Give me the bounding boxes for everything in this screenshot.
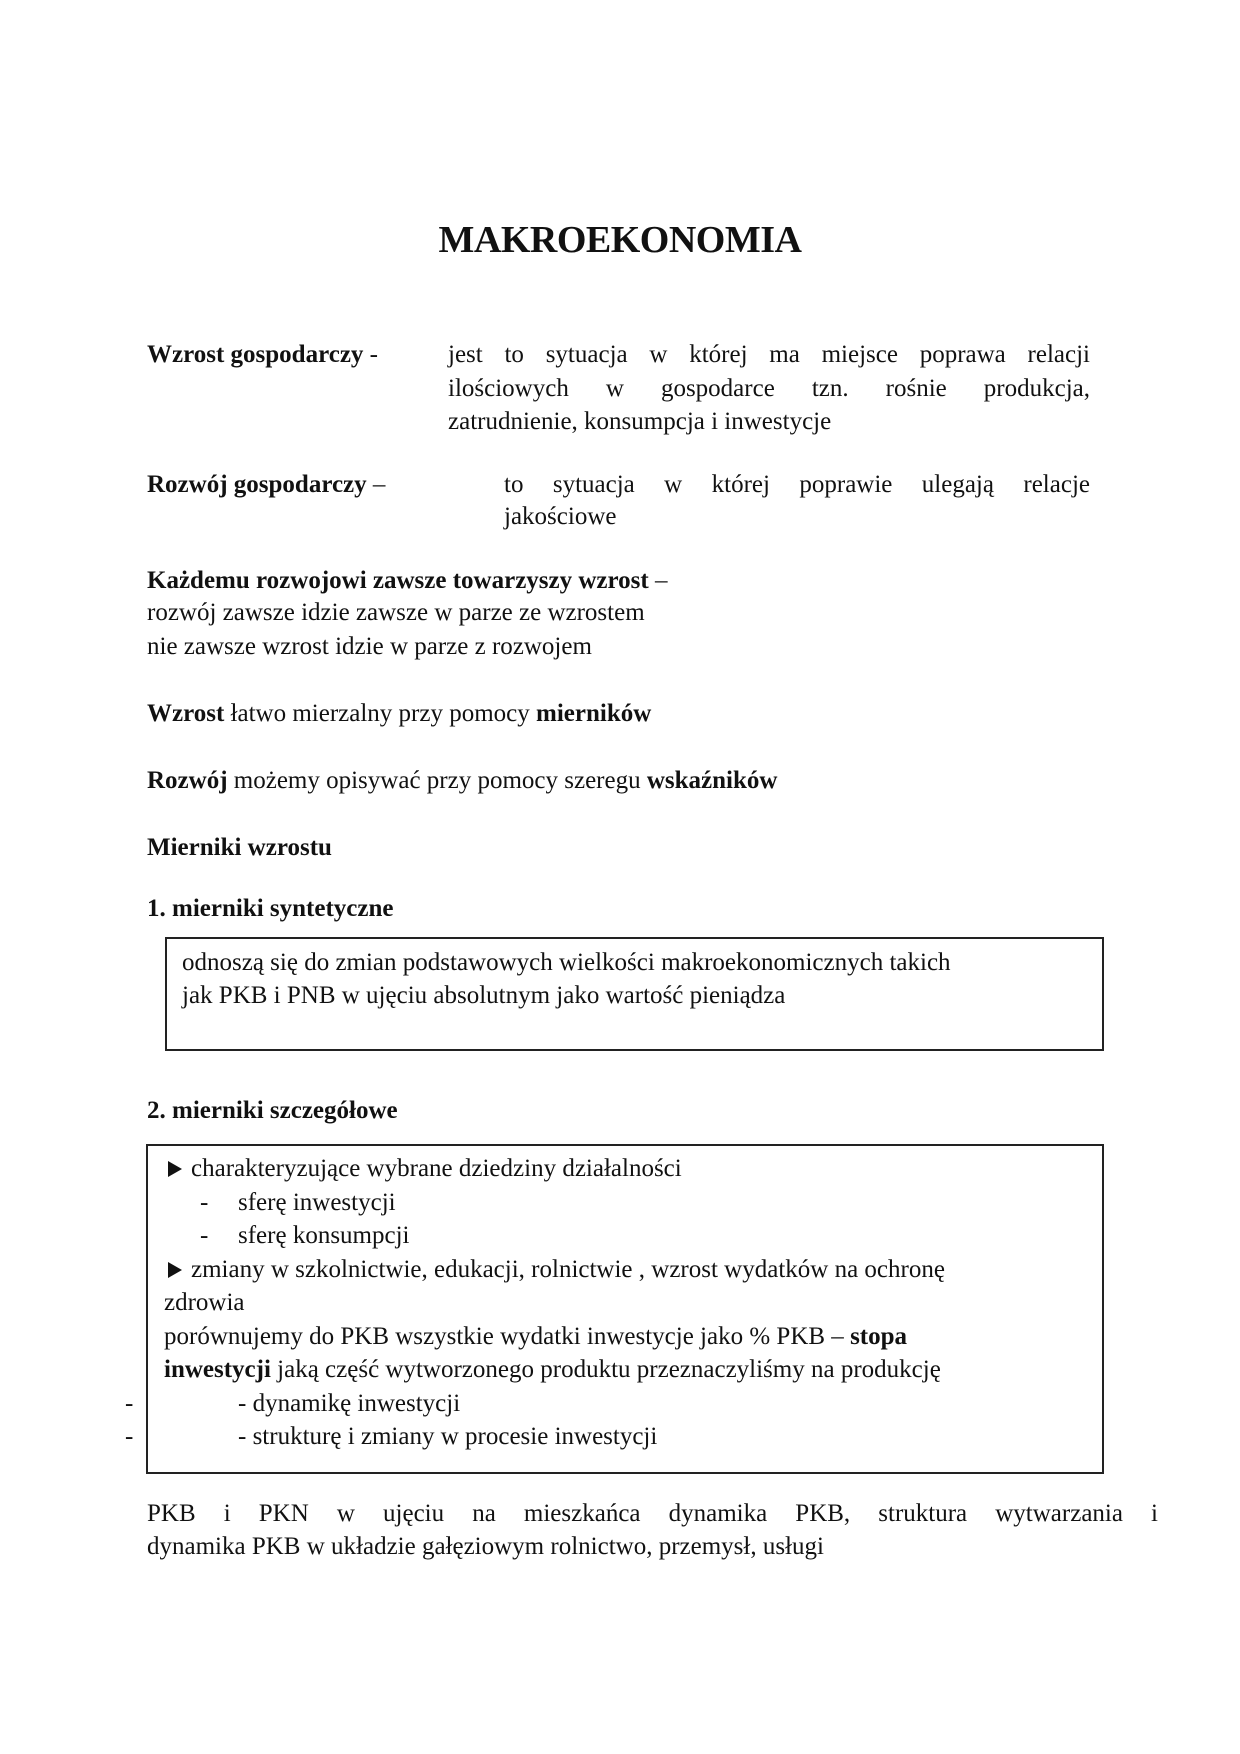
wzrost-def-line: ilościowych w gospodarce tzn. rośnie produkcja,: [448, 375, 1090, 402]
section2-sub-item: - sferę konsumpcji: [200, 1222, 410, 1249]
page-title: MAKROEKONOMIA: [438, 219, 802, 261]
section2-sub-item: - sferę inwestycji: [200, 1189, 396, 1216]
kazdemu-line: rozwój zawsze idzie zawsze w parze ze wzrostem: [147, 599, 645, 626]
triangle-bullet-icon: [168, 1262, 182, 1278]
section2-line: porównujemy do PKB wszystkie wydatki inwestycje jako % PKB – stopa: [164, 1323, 908, 1350]
rozwoj-def-line: to sytuacja w której poprawie ulegają relacje: [504, 471, 1090, 498]
wzrost-def-line: jest to sytuacja w której ma miejsce poprawa relacji: [448, 341, 1090, 368]
section2-bullet: charakteryzujące wybrane dziedziny działalności: [168, 1152, 682, 1186]
wzrost-def-line: zatrudnienie, konsumpcja i inwestycje: [448, 408, 832, 435]
kazdemu-line: nie zawsze wzrost idzie w parze z rozwojem: [147, 633, 592, 660]
section2-line: inwestycji jaką część wytworzonego produktu przeznaczyliśmy na produkcję: [164, 1356, 941, 1383]
section2-heading: 2. mierniki szczegółowe: [147, 1097, 398, 1124]
section2-line: zdrowia: [164, 1289, 245, 1316]
outer-dash: -: [125, 1390, 134, 1417]
final-line: dynamika PKB w układzie gałęziowym rolnictwo, przemysł, usługi: [147, 1533, 824, 1560]
section1-box-line: odnoszą się do zmian podstawowych wielkości makroekonomicznych takich: [182, 949, 951, 976]
final-line: PKB i PKN w ujęciu na mieszkańca dynamika PKB, struktura wytwarzania i: [147, 1500, 1158, 1527]
rozwoj-term: Rozwój gospodarczy –: [147, 471, 386, 498]
wzrost-measurable-line: Wzrost łatwo mierzalny przy pomocy mierników: [147, 700, 652, 727]
outer-dash: -: [125, 1423, 134, 1450]
section1-box-line: jak PKB i PNB w ujęciu absolutnym jako wartość pieniądza: [182, 982, 786, 1009]
section2-sub-item: - strukturę i zmiany w procesie inwestycji: [238, 1423, 658, 1450]
section2-sub-item: - dynamikę inwestycji: [238, 1390, 461, 1417]
wzrost-term: Wzrost gospodarczy -: [147, 341, 378, 368]
triangle-bullet-icon: [168, 1161, 182, 1177]
kazdemu-heading: Każdemu rozwojowi zawsze towarzyszy wzrost –: [147, 567, 668, 594]
rozwoj-indicators-line: Rozwój możemy opisywać przy pomocy szeregu wskaźników: [147, 767, 778, 794]
section2-bullet: zmiany w szkolnictwie, edukacji, rolnictwie , wzrost wydatków na ochronę: [168, 1253, 945, 1287]
section1-heading: 1. mierniki syntetyczne: [147, 895, 394, 922]
mierniki-heading: Mierniki wzrostu: [147, 834, 332, 861]
rozwoj-def-line: jakościowe: [504, 503, 617, 530]
